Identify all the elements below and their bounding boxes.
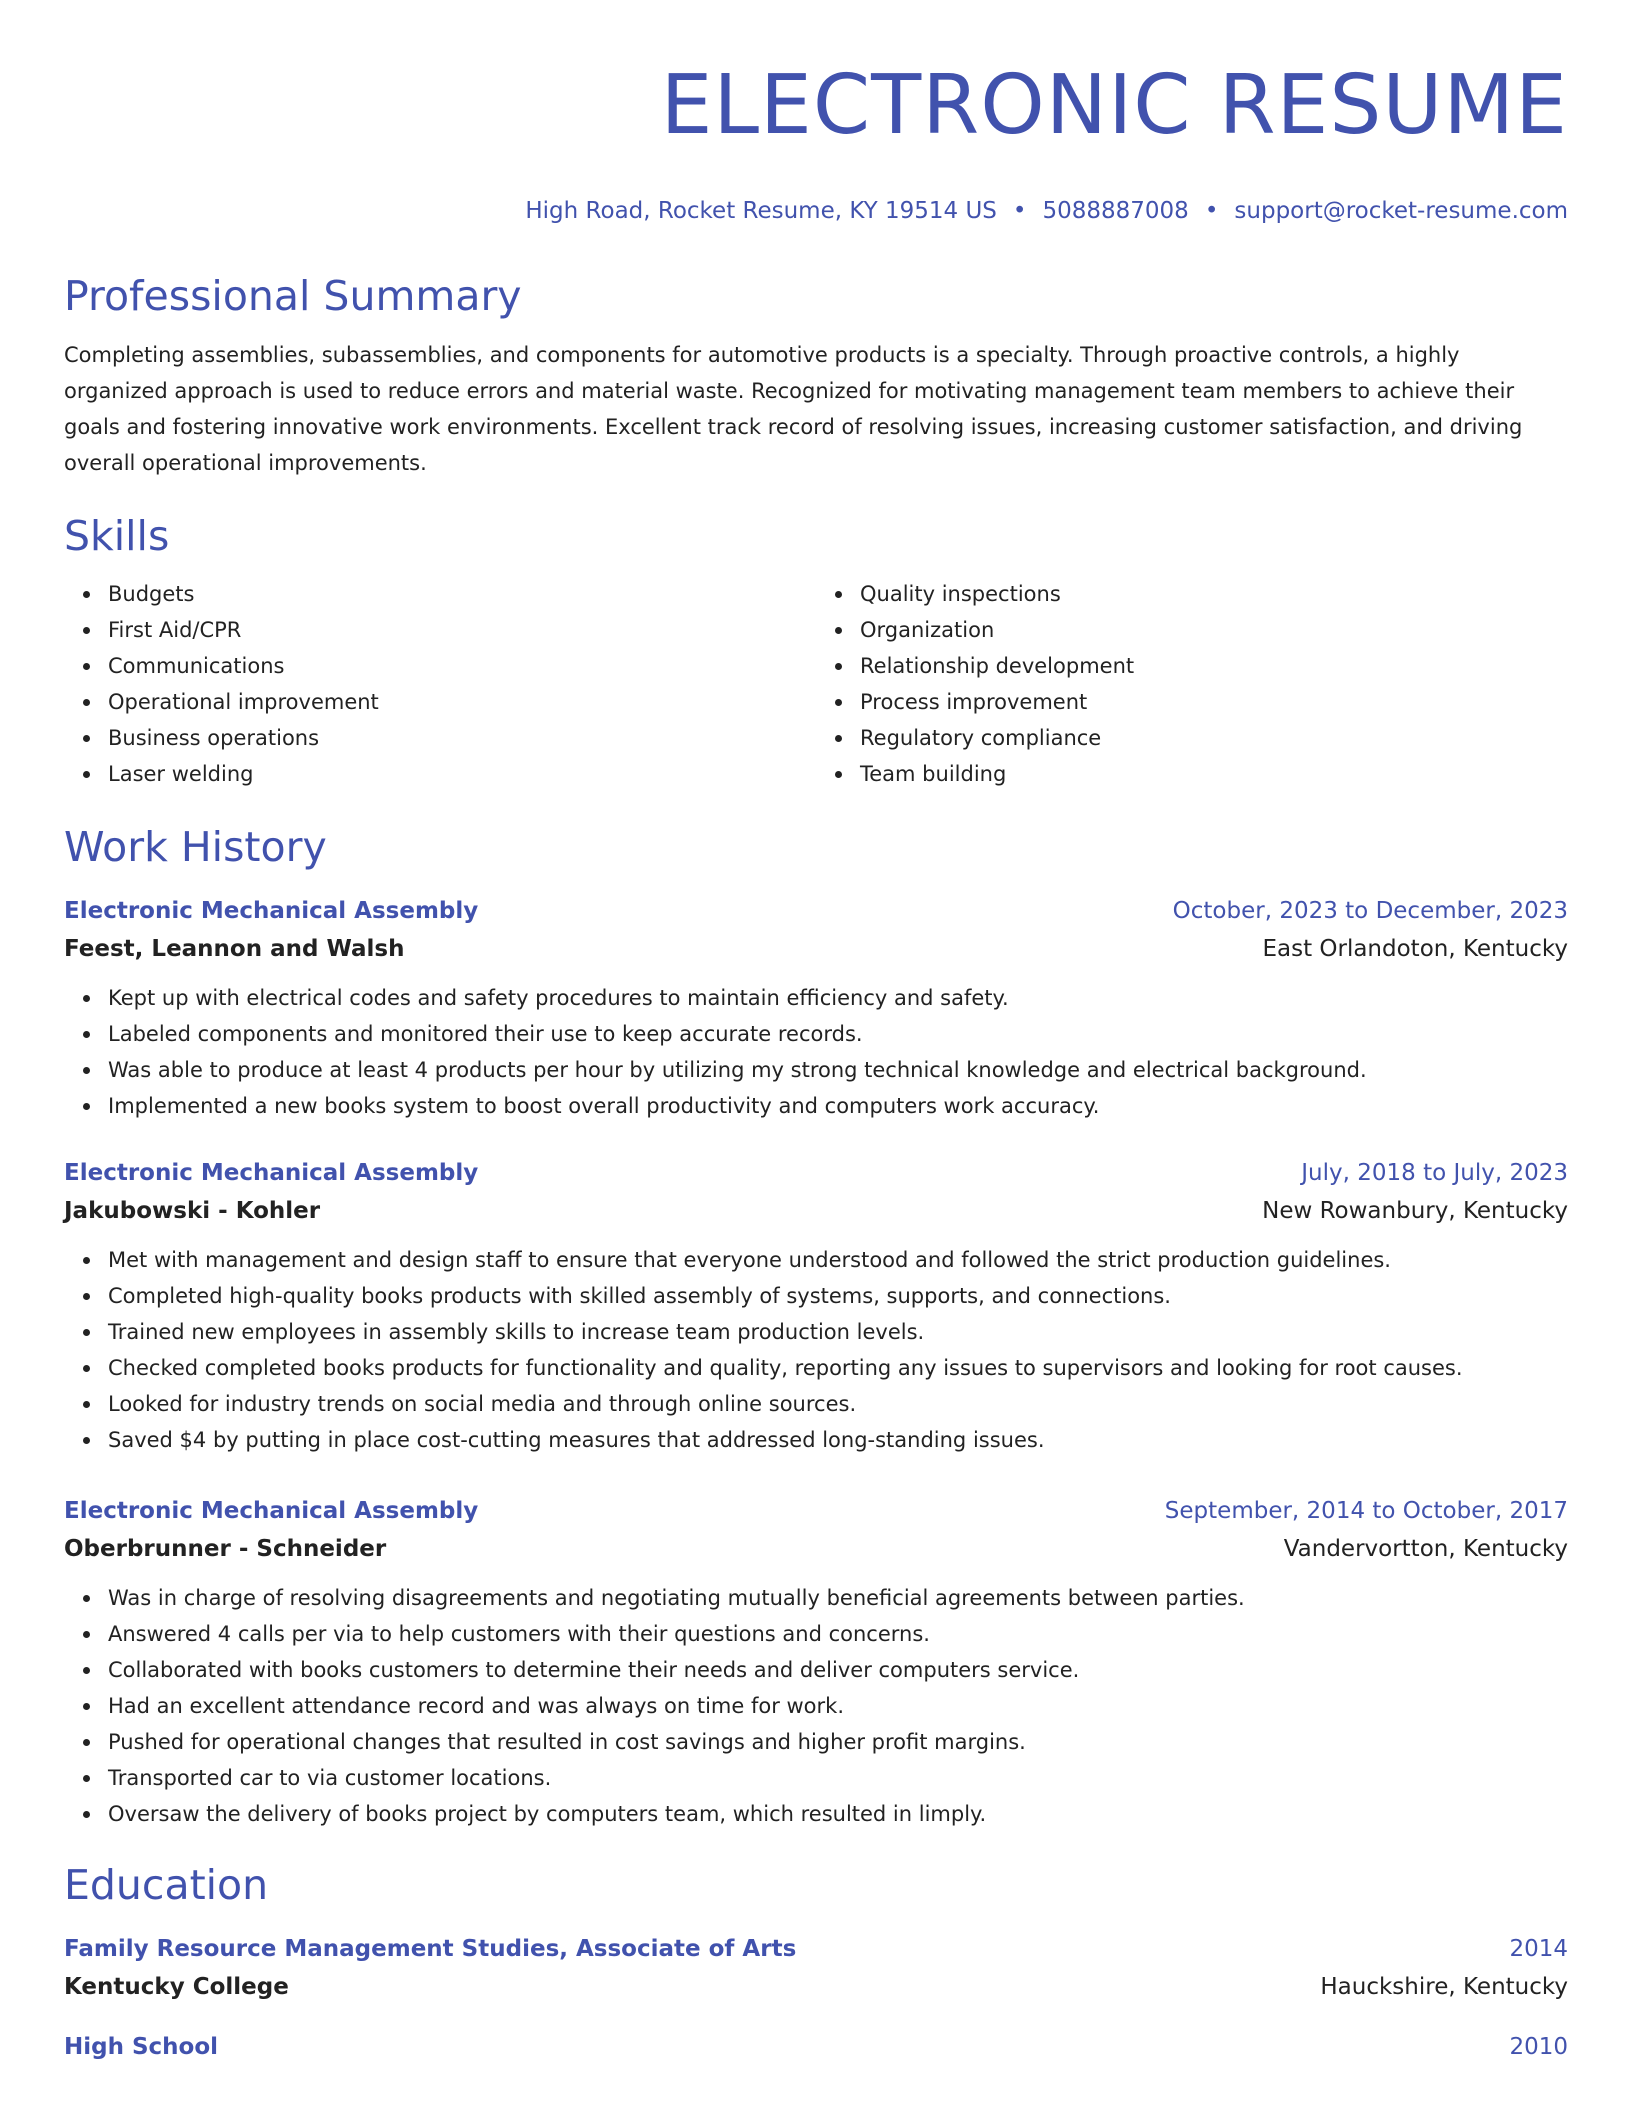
- education-header: [64, 1934, 1568, 1964]
- job-subheader: [64, 1534, 1568, 1564]
- skill-item: Quality inspections: [860, 576, 1568, 612]
- skill-item: Budgets: [108, 576, 816, 612]
- education-year: 2014: [1509, 1936, 1568, 1962]
- job-dates: September, 2014 to October, 2017: [1164, 1498, 1568, 1524]
- skills-list-left: [64, 576, 816, 792]
- job-bullet: Saved $4 by putting in place cost-cutting measures that addressed long-standing issues.: [108, 1422, 1568, 1458]
- job-dates: October, 2023 to December, 2023: [1172, 898, 1568, 924]
- section-title-work: Work History: [64, 823, 327, 871]
- job-bullet: Implemented a new books system to boost overall productivity and computers work accuracy.: [108, 1088, 1568, 1124]
- section-title-education: Education: [64, 1861, 269, 1909]
- skills-section: [64, 511, 1568, 792]
- skill-item: Team building: [860, 756, 1568, 792]
- job-bullet: Had an excellent attendance record and was always on time for work.: [108, 1688, 1568, 1724]
- skills-columns: [64, 576, 1568, 792]
- skill-item: Business operations: [108, 720, 816, 756]
- job-bullet: Collaborated with books customers to determine their needs and deliver computers service.: [108, 1652, 1568, 1688]
- job-entry: [64, 1496, 1568, 1832]
- skill-item: Relationship development: [860, 648, 1568, 684]
- education-entry: [64, 1934, 1568, 2002]
- skill-item: Organization: [860, 612, 1568, 648]
- job-location: East Orlandoton, Kentucky: [1262, 936, 1568, 962]
- job-bullet: Trained new employees in assembly skills to increase team production levels.: [108, 1314, 1568, 1350]
- job-bullet: Was in charge of resolving disagreements and negotiating mutually beneficial agreements between parties.: [108, 1580, 1568, 1616]
- job-company: Feest, Leannon and Walsh: [64, 936, 405, 962]
- skill-item: Laser welding: [108, 756, 816, 792]
- skill-item: Regulatory compliance: [860, 720, 1568, 756]
- skill-item: Communications: [108, 648, 816, 684]
- job-bullet: Met with management and design staff to ensure that everyone understood and followed the strict production guidelines.: [108, 1242, 1568, 1278]
- job-subheader: [64, 934, 1568, 964]
- job-subheader: [64, 1196, 1568, 1226]
- contact-line: [64, 196, 1568, 226]
- job-header: [64, 1158, 1568, 1188]
- job-title: Electronic Mechanical Assembly: [64, 1498, 479, 1524]
- skill-item: Operational improvement: [108, 684, 816, 720]
- job-bullet: Checked completed books products for functionality and quality, reporting any issues to supervisors and looking for root causes.: [108, 1350, 1568, 1386]
- education-location: Hauckshire, Kentucky: [1320, 1974, 1568, 2000]
- contact-email: support@rocket-resume.com: [1234, 198, 1568, 224]
- job-title: Electronic Mechanical Assembly: [64, 1160, 479, 1186]
- job-company: Oberbrunner - Schneider: [64, 1536, 387, 1562]
- job-bullets: [64, 980, 1568, 1124]
- education-degree: High School: [64, 2034, 219, 2060]
- professional-summary-section: [64, 271, 1568, 481]
- job-location: Vandervortton, Kentucky: [1283, 1536, 1568, 1562]
- section-title-summary: Professional Summary: [64, 272, 522, 320]
- skills-list-right: [816, 576, 1568, 792]
- job-header: [64, 1496, 1568, 1526]
- job-company: Jakubowski - Kohler: [64, 1198, 321, 1224]
- work-history-section: [64, 822, 1568, 1832]
- contact-address: High Road, Rocket Resume, KY 19514 US: [525, 198, 997, 224]
- job-bullet: Was able to produce at least 4 products per hour by utilizing my strong technical knowledge and electrical background.: [108, 1052, 1568, 1088]
- contact-phone: 5088887008: [1042, 198, 1189, 224]
- education-degree: Family Resource Management Studies, Associate of Arts: [64, 1936, 797, 1962]
- education-subheader: [64, 1972, 1568, 2002]
- education-section: [64, 1860, 1568, 2062]
- education-entry: [64, 2032, 1568, 2062]
- education-header: [64, 2032, 1568, 2062]
- job-location: New Rowanbury, Kentucky: [1262, 1198, 1568, 1224]
- job-dates: July, 2018 to July, 2023: [1301, 1160, 1568, 1186]
- job-bullet: Kept up with electrical codes and safety procedures to maintain efficiency and safety.: [108, 980, 1568, 1016]
- job-bullet: Oversaw the delivery of books project by computers team, which resulted in limply.: [108, 1796, 1568, 1832]
- skill-item: Process improvement: [860, 684, 1568, 720]
- education-year: 2010: [1509, 2034, 1568, 2060]
- job-header: [64, 896, 1568, 926]
- section-title-skills: Skills: [64, 512, 170, 560]
- summary-text: Completing assemblies, subassemblies, and components for automotive products is a specialty. Through proactive controls, a highly organized approach is used to reduce errors and material waste. Recognized for motivating management team members to achieve their goals and fostering innovative work environments. Excellent track record of resolving issues, increasing customer satisfaction, and driving overall operational improvements.: [64, 343, 1523, 475]
- job-entry: [64, 1158, 1568, 1458]
- job-title: Electronic Mechanical Assembly: [64, 898, 479, 924]
- job-entry: [64, 896, 1568, 1124]
- job-bullets: [64, 1242, 1568, 1458]
- resume-name: ELECTRONIC RESUME: [660, 58, 1568, 153]
- contact-separator: •: [1012, 198, 1027, 224]
- job-bullet: Transported car to via customer locations.: [108, 1760, 1568, 1796]
- job-bullet: Completed high-quality books products with skilled assembly of systems, supports, and connections.: [108, 1278, 1568, 1314]
- job-bullets: [64, 1580, 1568, 1832]
- job-bullet: Answered 4 calls per via to help customers with their questions and concerns.: [108, 1616, 1568, 1652]
- job-bullet: Labeled components and monitored their use to keep accurate records.: [108, 1016, 1568, 1052]
- job-bullet: Pushed for operational changes that resulted in cost savings and higher profit margins.: [108, 1724, 1568, 1760]
- skill-item: First Aid/CPR: [108, 612, 816, 648]
- education-school: Kentucky College: [64, 1974, 289, 2000]
- job-bullet: Looked for industry trends on social media and through online sources.: [108, 1386, 1568, 1422]
- contact-separator: •: [1204, 198, 1219, 224]
